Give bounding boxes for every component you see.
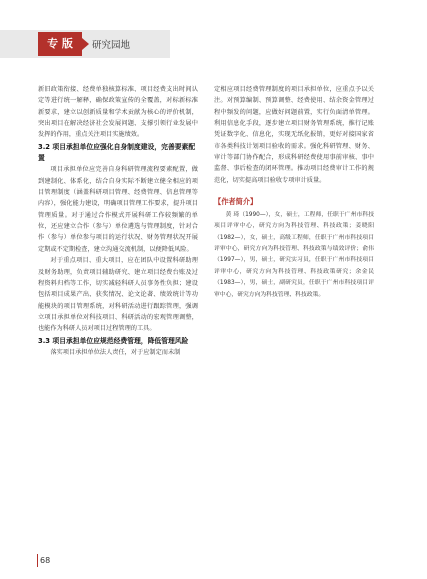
left-column <box>38 84 198 358</box>
footer-rule <box>37 554 38 567</box>
section-heading: 3.3 项目承担单位应规范经费管理，降低管理风险 <box>38 336 189 345</box>
page-header <box>0 0 427 62</box>
paragraph: 项目承担单位应完善自身科研管理流程要素配置，做到建制化、体系化，结合自身实际不断建立健全相应的项目管理制度（涵盖科研项目管理、经费管理、信息管理等内容），强化能力建设，明确项目管理工作要求，提升项目管理质量。对于通过合作模式开展科研工作较频繁的单位，还应建立合作（参与）单位遴选与管理制度，针对合作（参与）单位参与项目的运行状况、财务管理状况开展定期或不定期检查，建立沟通交流机制，以便降低风险。 <box>38 166 198 253</box>
page-number: 68 <box>40 556 51 565</box>
paragraph: 对于重点项目、重大项目，应在团队中设置科研助理及财务助理，负责项目辅助研究、建立项目经费台账及过程资料归档等工作，切实减轻科研人员事务性负担；建设包括项目成果产出、获奖情况、论文论著、绩效统计等功能模块的项目管理系统，对科研活动进行跟踪管理，强调立项目承担单位对科技项目、科研活动的宏观管理调整，也能作为科研人员对项目过程管理的工具。 <box>38 257 198 333</box>
paragraph: 落实项目承担单位法人责任，对于应制定而未制 <box>50 348 181 356</box>
section-title: 研究园地 <box>92 40 131 51</box>
author-heading: 【作者简介】 <box>214 197 258 207</box>
paragraph: 定相应项目经费管理制度的项目承担单位，应重点予以关注。对预算编制、预算调整、经费使用、结余资金管理过程中频发的问题，应做好问题前置，实行负面清单管理。利用信息化手段，逐步建立项目财务管理系统，推行记账凭证数字化、信息化，实现无纸化报销，更好对接国家省市各类科技计划项目验收的需求。强化科研管理、财务、审计等部门协作配合，形成科研经费使用事前审核、事中监督、事后检查的闭环管理。推动项目经费审计工作的规范化，切实提高项目验收专项审计质量。 <box>214 86 374 184</box>
column-tag: 专 版 <box>38 32 82 56</box>
author-bio: 黄 琦（1990—），女，硕士，工程师，任职于广州市科技项目评审中心，研究方向为科技管理、科技政策；姜晓阳（1982—），女，硕士，高级工程师，任职于广州市科技项目评审中心，研究方向为科技管理、科技政策与绩效评价；俞伟（1997—），男，硕士，研究实习员，任职于广州市科技项目评审中心，研究方向为科技管理、科技政策研究；余金民（1983—），男，硕士，副研究员，任职于广州市科技项目评审中心，研究方向为科技管理、科技政策。 <box>214 212 374 298</box>
section-heading: 3.2 项目承担单位应强化自身制度建设，完善要素配置 <box>38 142 196 163</box>
paragraph: 新旧政策衔接、经费单独核算标准、项目经费支出时间认定等进行统一解释，确保政策宣传的全覆盖，对标新标准新要求，建立以创新质量和学术贡献为核心的评价机制，突出项目在解决经济社会发展问题、支撑引领行业发展中发挥的作用，重点关注项目实施绩效。 <box>38 86 198 139</box>
arrow-icon <box>82 38 89 50</box>
right-column <box>214 84 374 301</box>
